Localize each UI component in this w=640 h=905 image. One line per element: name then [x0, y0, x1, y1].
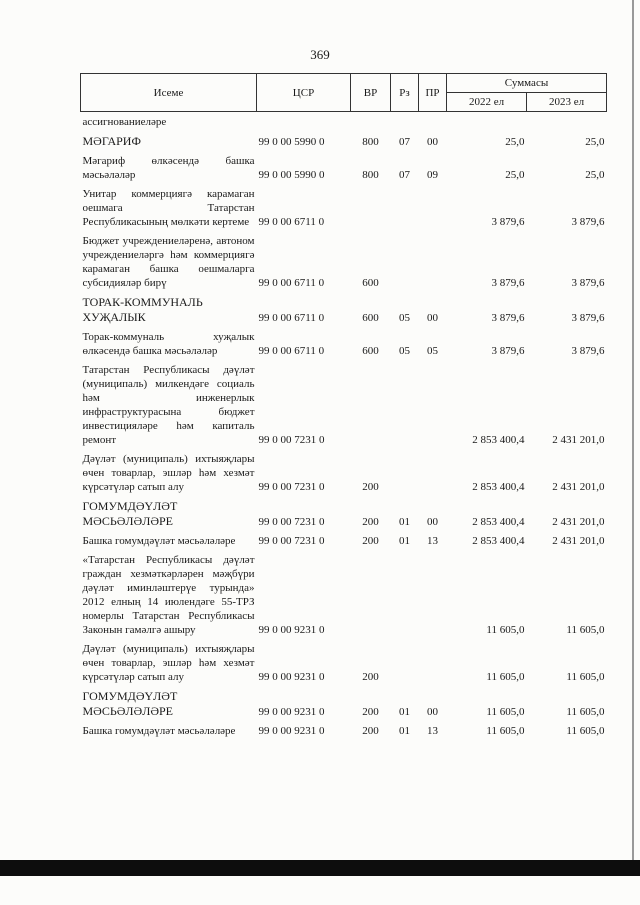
header-pr: ПР [419, 74, 447, 112]
row-amount-2022: 11 605,0 [486, 725, 525, 737]
table-row [81, 131, 607, 151]
row-pr [419, 639, 447, 686]
row-pr [419, 184, 447, 231]
row-rz: 01 [399, 516, 410, 528]
table-row [81, 360, 607, 449]
row-amount-2022: 11 605,0 [486, 671, 525, 683]
row-amount-2022: 3 879,6 [491, 216, 525, 228]
row-pr: 00 [427, 312, 438, 324]
table-row [81, 112, 607, 132]
row-amount-2023: 2 431 201,0 [552, 481, 605, 493]
table-row [81, 231, 607, 292]
row-code: 99 0 00 7231 0 [258, 434, 325, 446]
row-amount-2023: 11 605,0 [566, 725, 605, 737]
row-vr: 800 [362, 136, 379, 148]
row-rz [391, 639, 419, 686]
row-rz [391, 112, 419, 132]
table-row [81, 184, 607, 231]
row-name: Дәүләт (муниципаль) ихтыяҗлары өчен товарлар, эшләр һәм хезмәт күрсәтүләр сатып алу [82, 643, 255, 683]
row-code: 99 0 00 6711 0 [258, 345, 325, 357]
row-rz [391, 449, 419, 496]
row-name: ГОМУМДӘҮЛӘТ МӘСЬӘЛӘЛӘРЕ [82, 499, 178, 528]
row-amount-2022: 3 879,6 [491, 312, 525, 324]
row-amount-2022: 2 853 400,4 [472, 481, 525, 493]
row-name: Торак-коммуналь хуҗалык өлкәсендә башка мәсьәләләр [82, 331, 255, 357]
table-row [81, 496, 607, 531]
header-rz: Рз [391, 74, 419, 112]
row-rz [391, 360, 419, 449]
row-rz [391, 550, 419, 639]
row-code: 99 0 00 6711 0 [258, 312, 325, 324]
header-csr: ЦСР [257, 74, 351, 112]
row-rz [391, 184, 419, 231]
row-code: 99 0 00 7231 0 [258, 535, 325, 547]
budget-table [80, 73, 607, 740]
row-rz: 07 [399, 169, 410, 181]
row-pr [419, 231, 447, 292]
row-amount-2023: 2 431 201,0 [552, 516, 605, 528]
row-name: МӘГАРИФ [82, 134, 141, 148]
row-vr [351, 360, 391, 449]
row-code: 99 0 00 7231 0 [258, 516, 325, 528]
row-amount-2022: 2 853 400,4 [472, 516, 525, 528]
header-sums: Суммасы [447, 74, 607, 93]
table-row [81, 721, 607, 740]
row-name: ТОРАК-КОММУНАЛЬ ХУҖАЛЫК [82, 295, 203, 324]
table-row [81, 449, 607, 496]
row-name: Мәгариф өлкәсендә башка мәсьәләләр [82, 155, 255, 181]
row-name: Татарстан Республикасы дәүләт (муниципаль) милкендәге социаль һәм инженерлык инфраструктурасына бюджет инвестицияләре һәм капиталь ремонт [82, 364, 255, 446]
table-row [81, 327, 607, 360]
row-code: 99 0 00 6711 0 [258, 216, 325, 228]
row-pr: 00 [427, 136, 438, 148]
row-amount-2022: 2 853 400,4 [472, 535, 525, 547]
row-rz: 01 [399, 706, 410, 718]
table-header [81, 74, 607, 112]
row-vr: 200 [362, 706, 379, 718]
row-pr [419, 112, 447, 132]
header-vr: ВР [351, 74, 391, 112]
row-rz: 01 [399, 535, 410, 547]
row-pr [419, 550, 447, 639]
row-amount-2023: 3 879,6 [571, 277, 605, 289]
row-name: Дәүләт (муниципаль) ихтыяҗлары өчен товарлар, эшләр һәм хезмәт күрсәтүләр сатып алу [82, 453, 255, 493]
row-amount-2023: 25,0 [585, 169, 605, 181]
row-vr: 200 [362, 516, 379, 528]
row-amount-2023: 11 605,0 [566, 624, 605, 636]
row-vr [351, 112, 391, 132]
header-name: Исеме [81, 74, 257, 112]
row-vr: 200 [362, 725, 379, 737]
table-row [81, 531, 607, 550]
row-vr: 600 [362, 277, 379, 289]
table-row [81, 550, 607, 639]
table-row [81, 292, 607, 327]
row-code: 99 0 00 5990 0 [258, 136, 325, 148]
row-pr [419, 360, 447, 449]
row-rz: 07 [399, 136, 410, 148]
row-amount-2022: 2 853 400,4 [472, 434, 525, 446]
row-code: 99 0 00 6711 0 [258, 277, 325, 289]
row-pr: 00 [427, 706, 438, 718]
table-body [81, 112, 607, 741]
row-amount-2023: 3 879,6 [571, 216, 605, 228]
row-vr: 600 [362, 312, 379, 324]
row-rz: 05 [399, 312, 410, 324]
row-amount-2022: 25,0 [505, 136, 525, 148]
row-amount-2023: 11 605,0 [566, 706, 605, 718]
row-vr [351, 550, 391, 639]
row-name: Башка гомумдәүләт мәсьәләләре [82, 725, 236, 737]
row-amount-2022: 3 879,6 [491, 277, 525, 289]
row-vr: 200 [362, 481, 379, 493]
row-rz [391, 231, 419, 292]
row-amount-2023: 3 879,6 [571, 312, 605, 324]
row-vr: 800 [362, 169, 379, 181]
row-amount-2023: 3 879,6 [571, 345, 605, 357]
table-row [81, 639, 607, 686]
row-amount-2023: 2 431 201,0 [552, 535, 605, 547]
row-pr: 09 [427, 169, 438, 181]
row-code: 99 0 00 9231 0 [258, 624, 325, 636]
row-amount-2022: 25,0 [505, 169, 525, 181]
header-year-2023: 2023 ел [527, 93, 607, 112]
row-vr [351, 184, 391, 231]
row-amount-2023 [527, 112, 607, 132]
row-pr: 05 [427, 345, 438, 357]
page-number: 369 [310, 47, 330, 62]
row-code: 99 0 00 9231 0 [258, 725, 325, 737]
row-amount-2022: 11 605,0 [486, 706, 525, 718]
row-name: ГОМУМДӘҮЛӘТ МӘСЬӘЛӘЛӘРЕ [82, 689, 178, 718]
table-row [81, 686, 607, 721]
table-row [81, 151, 607, 184]
scan-bottom-bar [0, 860, 640, 876]
row-rz: 01 [399, 725, 410, 737]
header-year-2022: 2022 ел [447, 93, 527, 112]
row-vr: 200 [362, 671, 379, 683]
row-name: Унитар коммерциягә карамаган оешмага Татарстан Республикасының мөлкәти кертеме [82, 188, 255, 228]
row-amount-2023: 11 605,0 [566, 671, 605, 683]
row-pr: 13 [427, 725, 438, 737]
row-rz: 05 [399, 345, 410, 357]
row-amount-2023: 25,0 [585, 136, 605, 148]
row-amount-2022: 11 605,0 [486, 624, 525, 636]
row-name: Бюджет учреждениеләренә, автоном учреждениеләргә һәм коммерциягә карамаган башка оешмаларга субсидияләр бирү [82, 235, 255, 289]
row-pr: 13 [427, 535, 438, 547]
row-amount-2022: 3 879,6 [491, 345, 525, 357]
scan-edge-line [632, 0, 634, 860]
row-code: 99 0 00 9231 0 [258, 671, 325, 683]
row-amount-2023: 2 431 201,0 [552, 434, 605, 446]
row-amount-2022 [447, 112, 527, 132]
row-vr: 200 [362, 535, 379, 547]
row-pr: 00 [427, 516, 438, 528]
row-code: 99 0 00 9231 0 [258, 706, 325, 718]
row-code [257, 112, 351, 132]
row-vr: 600 [362, 345, 379, 357]
row-pr [419, 449, 447, 496]
row-code: 99 0 00 7231 0 [258, 481, 325, 493]
row-name: Башка гомумдәүләт мәсьәләләре [82, 535, 236, 547]
row-name: «Татарстан Республикасы дәүләт граждан хезмәткәрләрен мәҗбүри дәүләт иминләштерүе турында» 2012 елның 14 июлендәге 55-ТРЗ номерлы Татарстан Республикасы Законын гамәлгә ашыру [82, 554, 255, 636]
row-code: 99 0 00 5990 0 [258, 169, 325, 181]
row-name: ассигнованиеләре [82, 116, 167, 128]
